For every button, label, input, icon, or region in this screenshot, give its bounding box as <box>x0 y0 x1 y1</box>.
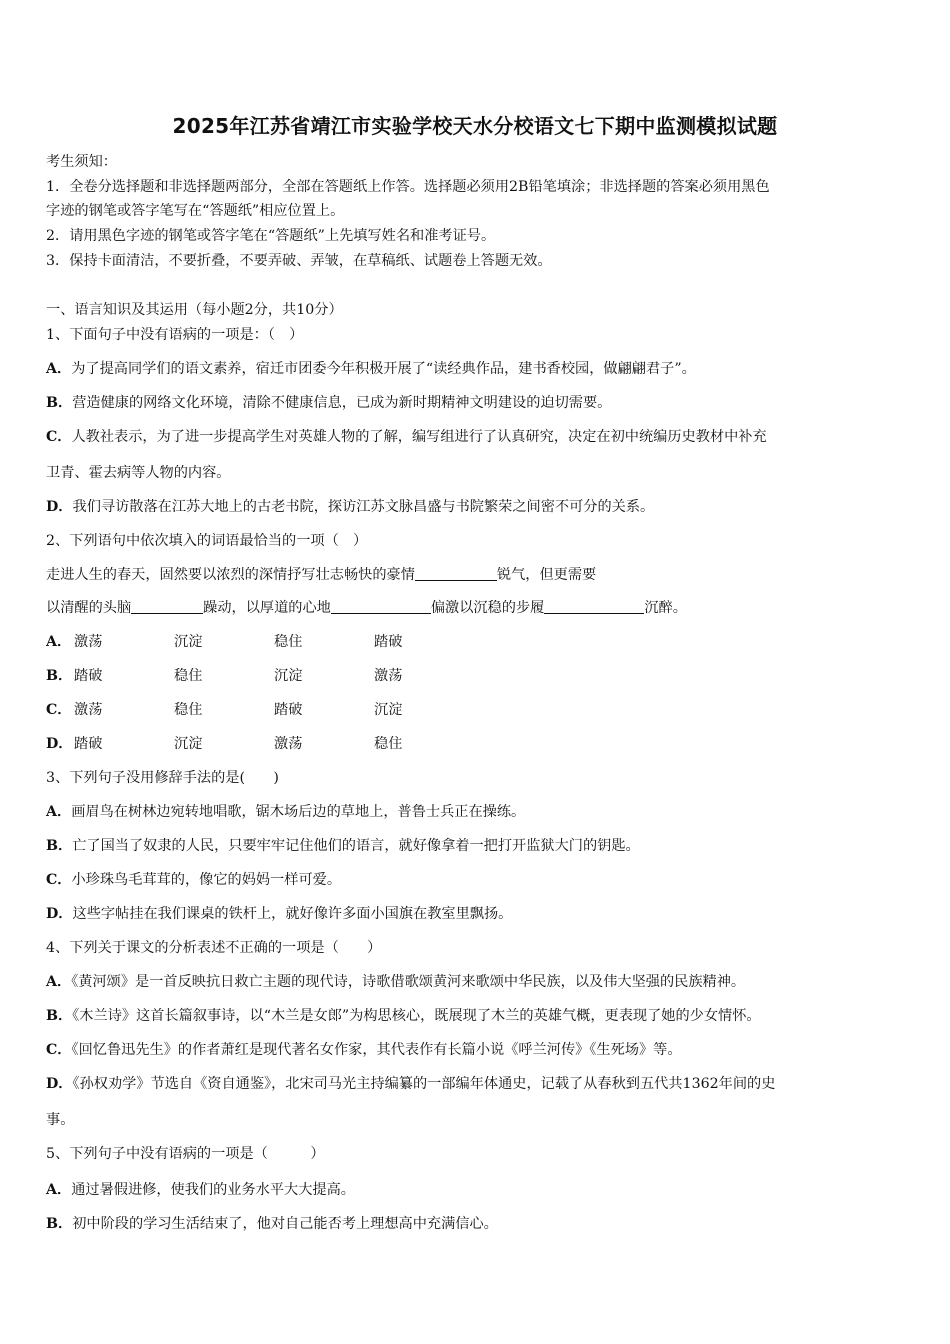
question-stem: 1、下面句子中没有语病的一项是：（ ） <box>46 327 304 343</box>
option-c: C． 激荡 稳住 踏破 沉淀 <box>46 702 403 718</box>
option-text: 人教社表示，为了进一步提高学生对英雄人物的了解，编写组进行了认真研究，决定在初中统编历史教材中补充 <box>71 429 767 445</box>
notice-item: 3．保持卡面清洁，不要折叠，不要弄破、弄皱，在草稿纸、试题卷上答题无效。 <box>46 253 552 269</box>
question-stem: 2、下列语句中依次填入的词语最恰当的一项（ ） <box>46 533 368 549</box>
option-d: D． 踏破 沉淀 激荡 稳住 <box>46 736 403 752</box>
option-a: A． 激荡 沉淀 稳住 踏破 <box>46 634 403 650</box>
option-b: B．《木兰诗》这首长篇叙事诗，以“木兰是女郎”为构思核心，既展现了木兰的英雄气概，更表现了她的少女情怀。 <box>46 1008 761 1024</box>
question-stem: 3、下列句子没用修辞手法的是( ) <box>46 770 279 786</box>
option-b: B．初中阶段的学习生活结束了，他对自己能否考上理想高中充满信心。 <box>46 1216 498 1232</box>
option-b: B． 踏破 稳住 沉淀 激荡 <box>46 668 403 684</box>
option-text: 为了提高同学们的语文素养，宿迁市团委今年积极开展了“读经典作品，建书香校园，做翩翩君子”。 <box>71 361 696 377</box>
notice-item: 1．全卷分选择题和非选择题两部分，全部在答题纸上作答。选择题必须用2B铅笔填涂；非选择题的答案必须用黑色 <box>46 179 770 195</box>
option-label: D． <box>46 499 73 515</box>
option-text: 我们寻访散落在江苏大地上的古老书院，探访江苏文脉昌盛与书院繁荣之间密不可分的关系。 <box>72 499 655 515</box>
section-heading: 一、语言知识及其运用（每小题2分，共10分） <box>46 302 343 318</box>
notice-item: 字迹的钢笔或答字笔写在“答题纸”相应位置上。 <box>46 203 345 219</box>
option-d: D．这些字帖挂在我们课桌的铁杆上，就好像许多面小国旗在教室里飘扬。 <box>46 906 513 922</box>
option-a <box>46 359 696 379</box>
option-text: 营造健康的网络文化环境，清除不健康信息，已成为新时期精神文明建设的迫切需要。 <box>72 395 612 411</box>
question-stem: 5、下列句子中没有语病的一项是（ ） <box>46 1146 325 1162</box>
option-d: D．《孙权劝学》节选自《资自通鉴》，北宋司马光主持编纂的一部编年体通史，记载了从春秋到五代共1362年间的史 <box>46 1076 776 1092</box>
answer-blank <box>131 598 203 614</box>
answer-blank <box>544 598 644 614</box>
option-d-continued: 事。 <box>46 1112 75 1128</box>
fill-passage-line: 以清醒的头脑 躁动，以厚道的心地 偏激以沉稳的步履 沉醉。 <box>46 600 687 616</box>
answer-blank <box>415 565 497 581</box>
option-label: C． <box>46 429 72 445</box>
option-c: C．《回忆鲁迅先生》的作者萧红是现代著名女作家，其代表作有长篇小说《呼兰河传》《生死场》等。 <box>46 1042 682 1058</box>
option-a: A．通过暑假进修，使我们的业务水平大大提高。 <box>46 1182 355 1198</box>
option-a: A．《黄河颂》是一首反映抗日救亡主题的现代诗，诗歌借歌颂黄河来歌颂中华民族，以及伟大坚强的民族精神。 <box>46 974 746 990</box>
option-c: C．小珍珠鸟毛茸茸的，像它的妈妈一样可爱。 <box>46 872 342 888</box>
option-b: B．亡了国当了奴隶的人民，只要牢牢记住他们的语言，就好像拿着一把打开监狱大门的钥匙。 <box>46 838 640 854</box>
page-title: 2025年江苏省靖江市实验学校天水分校语文七下期中监测模拟试题 <box>172 114 778 138</box>
answer-blank <box>331 598 431 614</box>
option-a: A．画眉鸟在树林边宛转地唱歌，锯木场后边的草地上，普鲁士兵正在操练。 <box>46 804 526 820</box>
option-c-continued: 卫青、霍去病等人物的内容。 <box>46 465 231 481</box>
fill-passage-line: 走进人生的春天，固然要以浓烈的深情抒写壮志畅快的豪情 锐气，但更需要 <box>46 567 597 583</box>
option-label: B． <box>46 395 73 411</box>
option-c <box>46 427 767 447</box>
option-label: A． <box>46 361 72 377</box>
question-stem: 4、下列关于课文的分析表述不正确的一项是（ ） <box>46 940 382 956</box>
notice-heading: 考生须知： <box>46 154 117 170</box>
notice-item: 2．请用黑色字迹的钢笔或答字笔在“答题纸”上先填写姓名和准考证号。 <box>46 228 496 244</box>
option-d <box>46 497 654 517</box>
option-b <box>46 393 611 413</box>
